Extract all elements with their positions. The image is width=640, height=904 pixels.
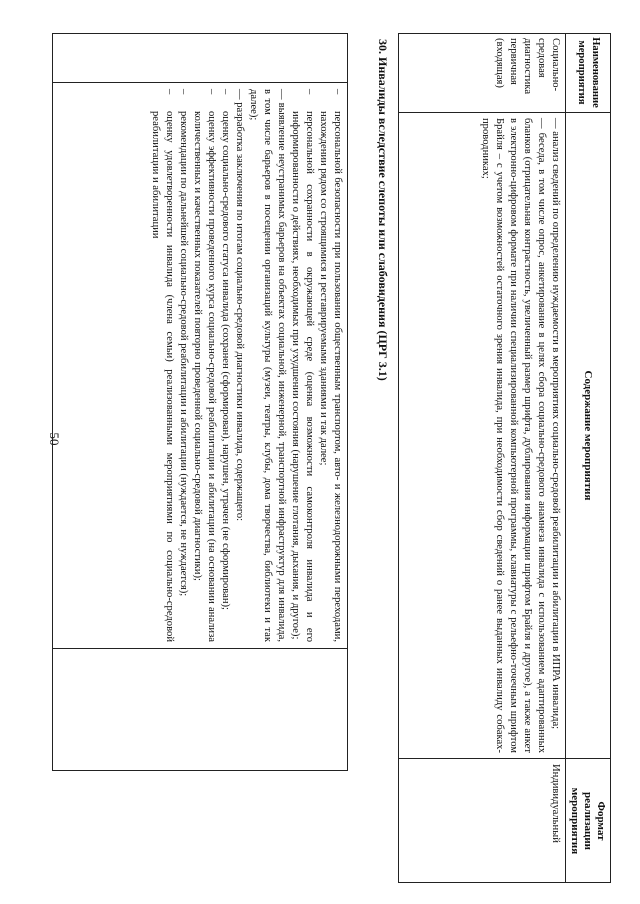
header-format-line: мероприятия [569, 787, 582, 855]
bullet-dash: – [206, 89, 217, 95]
list-item [148, 89, 176, 642]
upper-table [52, 33, 348, 771]
bullet-dash: – [164, 89, 175, 95]
upper-format-cell [52, 649, 348, 771]
list-item-text: оценку социально-средового статуса инвалида (сохранен (сформирован), нарушен, утрачен (не сформирован); [220, 111, 231, 610]
content-paragraph: — анализ сведений по определению нуждаемости в мероприятиях социально-средовой реабилитации и абилитации в ИПРА инвалида; [550, 118, 561, 730]
upper-name-cell [52, 33, 348, 83]
list-item [190, 89, 218, 642]
list-item [218, 89, 232, 642]
upper-content-cell [52, 83, 348, 649]
list-item-text: рекомендации по дальнейшей социально-средовой реабилитации и абилитации (нуждается, не нуждается); [178, 111, 189, 597]
list-item-text: персональной безопасности при пользовании общественным транспортом, авто- и железнодорожными переходами, нахождении рядом со строящимися и реставрируемыми зданиями и так далее; [318, 111, 343, 642]
list-item [176, 89, 190, 642]
header-content-cell: Содержание мероприятия [565, 113, 611, 759]
list-item-text: — выявление неустранимых барьеров на объектах социальной, инженерной, транспортной инфраструктур для инвалида, в том числе барьеров в посещении организаций культуры (музеи, театры, клубы, дома творчества, библиотеки и так далее); [248, 89, 287, 642]
header-name-line: Наименование [590, 37, 601, 108]
lower-table [398, 33, 611, 883]
header-format-line: реализации [582, 791, 595, 851]
bullet-dash: – [220, 89, 231, 95]
content-paragraph: — беседа, в том числе опрос, анкетирование в целях сбора социально-средового анамнеза инвалида с использованием адаптированных бланков (отрицательная контрастность, увеличенный размер шрифта, дублирования информации шрифтом Брайля и другое), а также анкет в электронно-цифровом формате при наличии специализированной компьютерной программы, клавиатуры с рельефно-точечным шрифтом Брайля – с учетом возможностей остаточного зрения инвалида, при необходимости сбор сведений о ранее выданных инвалиду собаках-проводниках; [480, 118, 547, 753]
list-item-text: персональной сохранности в окружающей среде (оценка возможности самоконтроля инвалида и его информированности о действиях, необходимых при ухудшении состояния (нарушение глотания, дыхания, и другое); [290, 111, 315, 642]
row-name-line: Социально- [550, 38, 561, 92]
bullet-dash: – [304, 89, 315, 95]
row-format-cell: Индивидуальный [550, 764, 561, 843]
row-name-line: первичная [508, 38, 519, 85]
section-title: 30. Инвалиды вследствие слепоты или слабовидения (ЦРГ 3.1) [376, 39, 390, 381]
list-item [288, 89, 316, 642]
row-name-line: диагностика [522, 38, 533, 95]
header-name-line: мероприятия [576, 40, 587, 105]
header-format-line: Формат [595, 801, 608, 841]
list-item-text: оценку эффективности проведенного курса социально-средовой реабилитации и абилитации (на основании анализа количественных и качественных показателей повторно проведенной социально-средовой диагностики); [192, 111, 217, 642]
row-content-cell [398, 113, 565, 759]
row-name-line: (входящая) [494, 38, 505, 88]
list-item-text: оценку удовлетворенности инвалида (члена семьи) реализованными мероприятиями по социально-средовой реабилитации и абилитации [150, 111, 175, 642]
row-name-line: средовая [536, 38, 547, 78]
list-item [316, 89, 344, 642]
page-number: 50 [47, 432, 62, 446]
header-row [565, 33, 611, 883]
bullet-dash: – [332, 89, 343, 95]
bullet-dash: – [178, 89, 189, 95]
row-name-cell [398, 33, 565, 113]
header-name-cell [565, 33, 611, 113]
header-format-cell [565, 759, 611, 883]
list-item-text: — разработка заключения по итогам социально-средовой диагностики инвалида, содержащего: [234, 89, 245, 522]
